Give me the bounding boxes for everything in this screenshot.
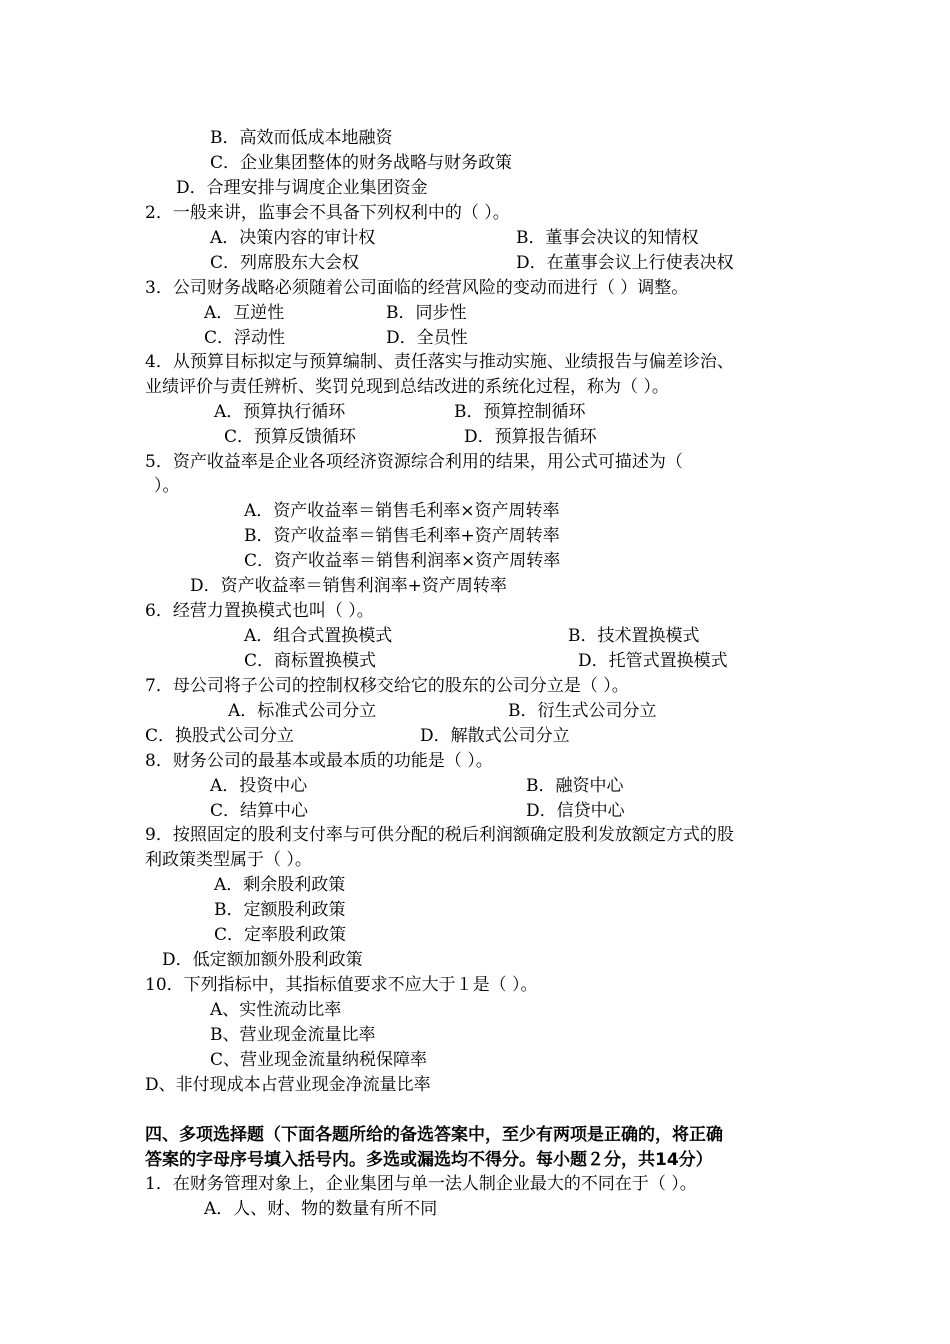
question-line: A．标准式公司分立 bbox=[228, 701, 377, 721]
question-line: B．定额股利政策 bbox=[214, 900, 346, 920]
question-line: 8．财务公司的最基本或最本质的功能是（ ）。 bbox=[145, 751, 493, 771]
question-line: D．全员性 bbox=[386, 328, 468, 348]
question-line: B．高效而低成本地融资 bbox=[210, 128, 393, 148]
question-line: D．信贷中心 bbox=[526, 801, 625, 821]
question-line: B．资产收益率＝销售毛利率+资产周转率 bbox=[244, 526, 560, 546]
question-line: 1．在财务管理对象上，企业集团与单一法人制企业最大的不同在于（ ）。 bbox=[145, 1174, 697, 1194]
question-line: A．资产收益率＝销售毛利率×资产周转率 bbox=[244, 501, 560, 521]
question-line: A．人、财、物的数量有所不同 bbox=[204, 1199, 438, 1219]
question-line: C．浮动性 bbox=[204, 328, 286, 348]
question-line: C．预算反馈循环 bbox=[224, 427, 357, 447]
question-line: A．剩余股利政策 bbox=[214, 875, 346, 895]
question-line: 业绩评价与责任辨析、奖罚兑现到总结改进的系统化过程，称为（ ）。 bbox=[145, 377, 669, 397]
question-line: ）。 bbox=[154, 476, 180, 496]
question-line: 2．一般来讲，监事会不具备下列权利中的（ ）。 bbox=[145, 203, 510, 223]
question-line: A．投资中心 bbox=[210, 776, 308, 796]
section-heading-line: 四、多项选择题（下面各题所给的备选答案中，至少有两项是正确的，将正确 bbox=[145, 1125, 723, 1145]
question-line: C、营业现金流量纳税保障率 bbox=[210, 1050, 428, 1070]
question-line: B．同步性 bbox=[386, 303, 467, 323]
question-line: B．技术置换模式 bbox=[568, 626, 700, 646]
question-line: B．衍生式公司分立 bbox=[508, 701, 657, 721]
question-line: C．换股式公司分立 bbox=[145, 726, 295, 746]
question-line: 6．经营力置换模式也叫（ ）。 bbox=[145, 601, 374, 621]
question-line: C．企业集团整体的财务战略与财务政策 bbox=[210, 153, 513, 173]
question-line: C．定率股利政策 bbox=[214, 925, 347, 945]
question-line: B．融资中心 bbox=[526, 776, 624, 796]
question-line: 10．下列指标中，其指标值要求不应大于１是（ ）。 bbox=[145, 975, 538, 995]
question-line: 5．资产收益率是企业各项经济资源综合利用的结果，用公式可描述为（ bbox=[145, 452, 683, 472]
question-line: C．结算中心 bbox=[210, 801, 309, 821]
section-heading-line: 答案的字母序号填入括号内。多选或漏选均不得分。每小题２分，共14分） bbox=[145, 1150, 713, 1170]
question-line: D．低定额加额外股利政策 bbox=[162, 950, 363, 970]
question-line: A．预算执行循环 bbox=[214, 402, 346, 422]
question-line: C．列席股东大会权 bbox=[210, 253, 360, 273]
question-line: D．预算报告循环 bbox=[464, 427, 597, 447]
question-line: D．解散式公司分立 bbox=[420, 726, 570, 746]
question-line: B．董事会决议的知情权 bbox=[516, 228, 699, 248]
question-line: A．互逆性 bbox=[204, 303, 285, 323]
question-line: D、非付现成本占营业现金净流量比率 bbox=[145, 1075, 431, 1095]
question-line: 7．母公司将子公司的控制权移交给它的股东的公司分立是（ ）。 bbox=[145, 676, 629, 696]
question-line: B、营业现金流量比率 bbox=[210, 1025, 376, 1045]
question-line: A、实性流动比率 bbox=[210, 1000, 342, 1020]
question-line: D．合理安排与调度企业集团资金 bbox=[176, 178, 428, 198]
question-line: A．决策内容的审计权 bbox=[210, 228, 376, 248]
question-line: 3．公司财务战略必须随着公司面临的经营风险的变动而进行（ ）调整。 bbox=[145, 278, 689, 298]
question-line: D．托管式置换模式 bbox=[578, 651, 728, 671]
question-line: C．资产收益率＝销售利润率×资产周转率 bbox=[244, 551, 561, 571]
question-line: 利政策类型属于（ ）。 bbox=[145, 850, 312, 870]
question-line: 4．从预算目标拟定与预算编制、责任落实与推动实施、业绩报告与偏差诊治、 bbox=[145, 352, 734, 372]
question-line: B．预算控制循环 bbox=[454, 402, 586, 422]
question-line: 9．按照固定的股利支付率与可供分配的税后利润额确定股利发放额定方式的股 bbox=[145, 825, 734, 845]
question-line: A．组合式置换模式 bbox=[244, 626, 393, 646]
question-line: D．在董事会议上行使表决权 bbox=[516, 253, 734, 273]
question-line: D．资产收益率＝销售利润率+资产周转率 bbox=[190, 576, 507, 596]
question-line: C．商标置换模式 bbox=[244, 651, 377, 671]
